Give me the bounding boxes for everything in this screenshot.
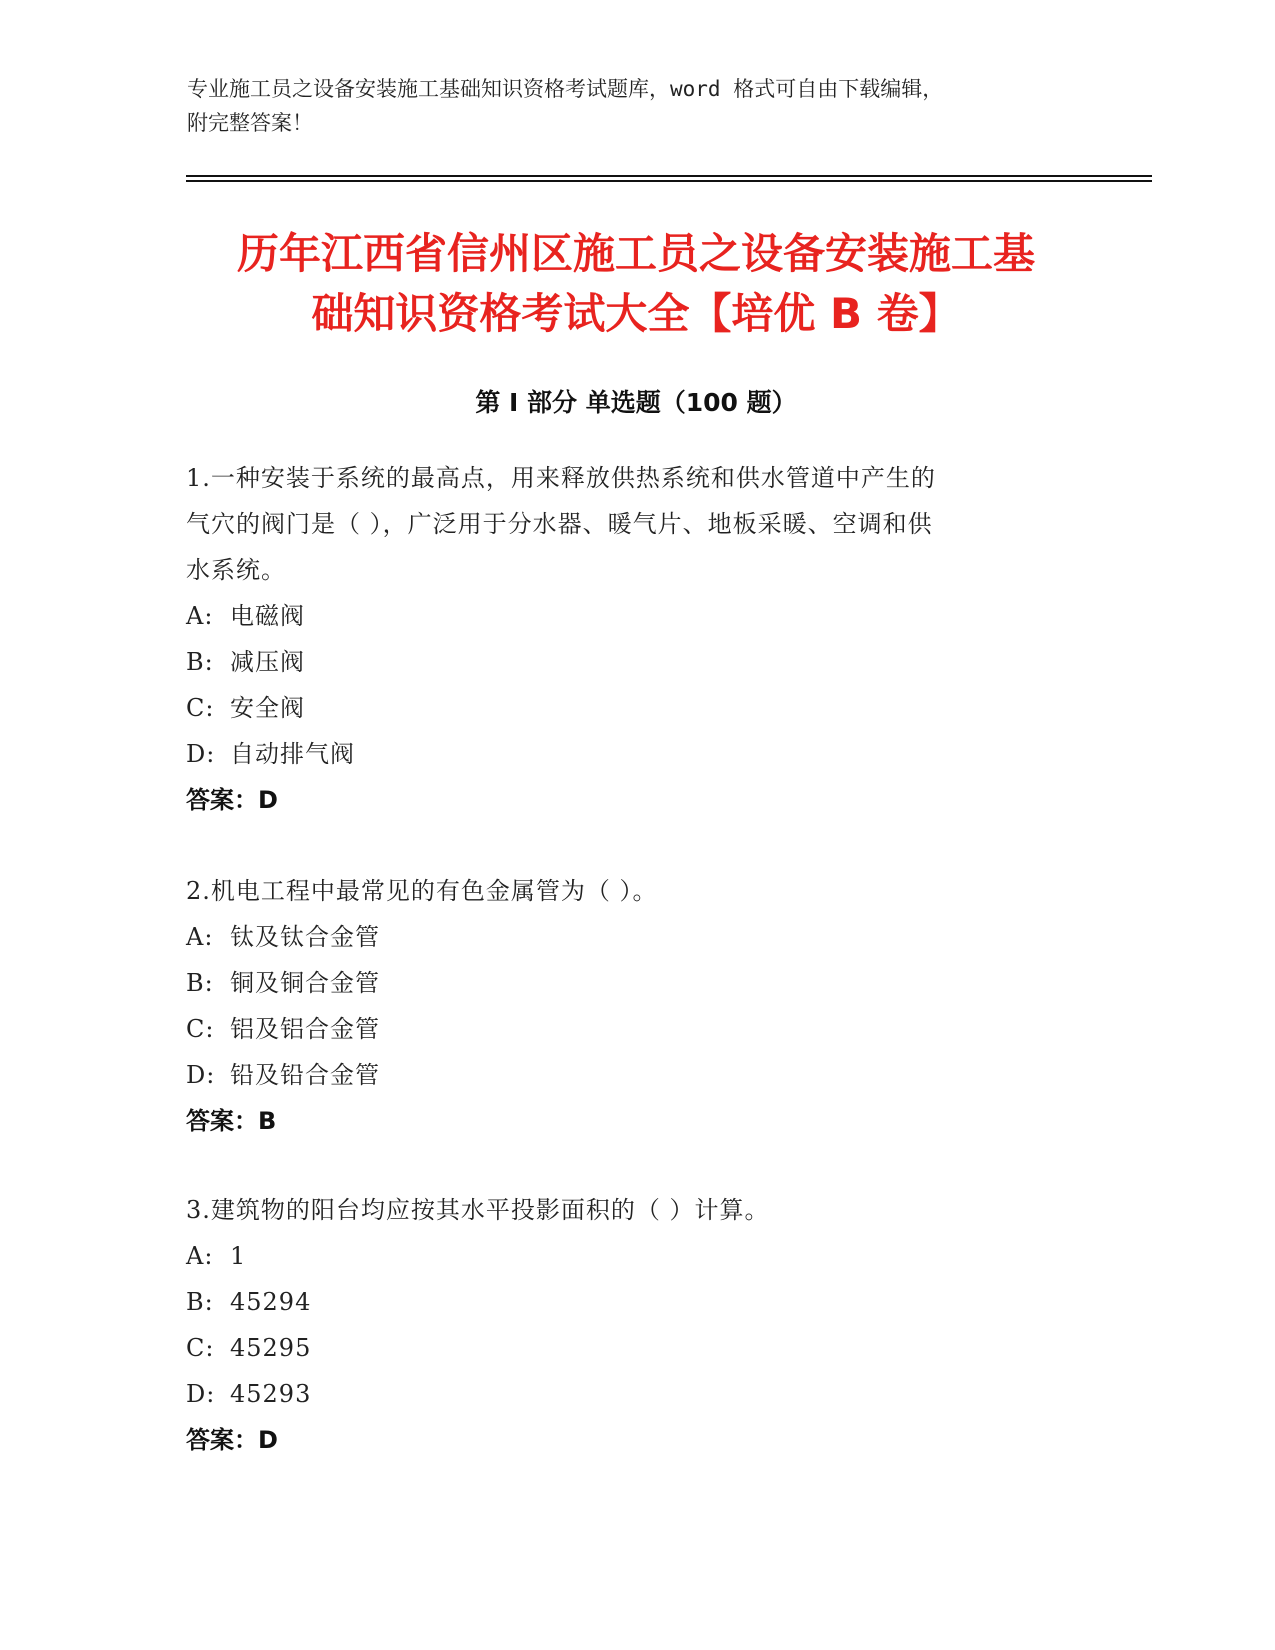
option-letter: B: — [186, 1288, 214, 1316]
option-text: 钛及钛合金管 — [230, 923, 380, 951]
option-letter: B: — [186, 648, 214, 676]
option-c — [186, 685, 1086, 731]
answer-label: 答案：D — [186, 1426, 278, 1454]
option-letter: D: — [186, 740, 216, 768]
option-letter: C: — [186, 1334, 215, 1362]
question-stem — [186, 1187, 1086, 1233]
option-text: 安全阀 — [230, 694, 305, 722]
option-text: 电磁阀 — [230, 602, 305, 630]
question-stem — [186, 455, 1086, 593]
option-a — [186, 593, 1086, 639]
header-divider — [186, 175, 1152, 182]
question-stem-line: 气穴的阀门是（ ），广泛用于分水器、暖气片、地板采暖、空调和供 — [186, 510, 933, 538]
document-title — [186, 224, 1086, 344]
option-text: 1 — [230, 1242, 247, 1270]
question-stem-line: 1.一种安装于系统的最高点，用来释放供热系统和供水管道中产生的 — [186, 464, 936, 492]
question-stem-line: 水系统。 — [186, 556, 286, 584]
option-letter: D: — [186, 1061, 216, 1089]
option-b — [186, 1279, 1086, 1325]
option-letter: C: — [186, 1015, 215, 1043]
option-a — [186, 914, 1086, 960]
question-2 — [186, 868, 1086, 1144]
option-text: 铜及铜合金管 — [230, 969, 380, 997]
option-text: 减压阀 — [230, 648, 305, 676]
option-text: 45294 — [230, 1288, 312, 1316]
document-title-line: 础知识资格考试大全【培优 B 卷】 — [311, 289, 961, 338]
option-letter: D: — [186, 1380, 216, 1408]
header-note — [187, 72, 1087, 140]
option-text: 自动排气阀 — [230, 740, 355, 768]
option-text: 45295 — [230, 1334, 312, 1362]
question-3 — [186, 1187, 1086, 1463]
option-b — [186, 960, 1086, 1006]
option-b — [186, 639, 1086, 685]
option-d — [186, 1371, 1086, 1417]
option-text: 45293 — [230, 1380, 312, 1408]
header-note-line: 附完整答案！ — [187, 111, 313, 135]
option-d — [186, 731, 1086, 777]
question-stem — [186, 868, 1086, 914]
option-letter: A: — [186, 923, 214, 951]
option-letter: A: — [186, 1242, 214, 1270]
option-text: 铅及铅合金管 — [230, 1061, 380, 1089]
option-text: 铝及铝合金管 — [230, 1015, 380, 1043]
question-1 — [186, 455, 1086, 823]
option-c — [186, 1006, 1086, 1052]
option-letter: C: — [186, 694, 215, 722]
option-d — [186, 1052, 1086, 1098]
answer-label: 答案：B — [186, 1107, 277, 1135]
option-letter: A: — [186, 602, 214, 630]
answer-label: 答案：D — [186, 786, 278, 814]
option-letter: B: — [186, 969, 214, 997]
question-stem-line: 2.机电工程中最常见的有色金属管为（ ）。 — [186, 877, 658, 905]
document-title-line: 历年江西省信州区施工员之设备安装施工基 — [236, 229, 1035, 278]
header-note-line: 专业施工员之设备安装施工基础知识资格考试题库，word 格式可自由下载编辑， — [187, 77, 944, 101]
option-c — [186, 1325, 1086, 1371]
option-a — [186, 1233, 1086, 1279]
question-stem-line: 3.建筑物的阳台均应按其水平投影面积的（ ）计算。 — [186, 1196, 770, 1224]
section-heading: 第 I 部分 单选题（100 题） — [475, 388, 797, 417]
